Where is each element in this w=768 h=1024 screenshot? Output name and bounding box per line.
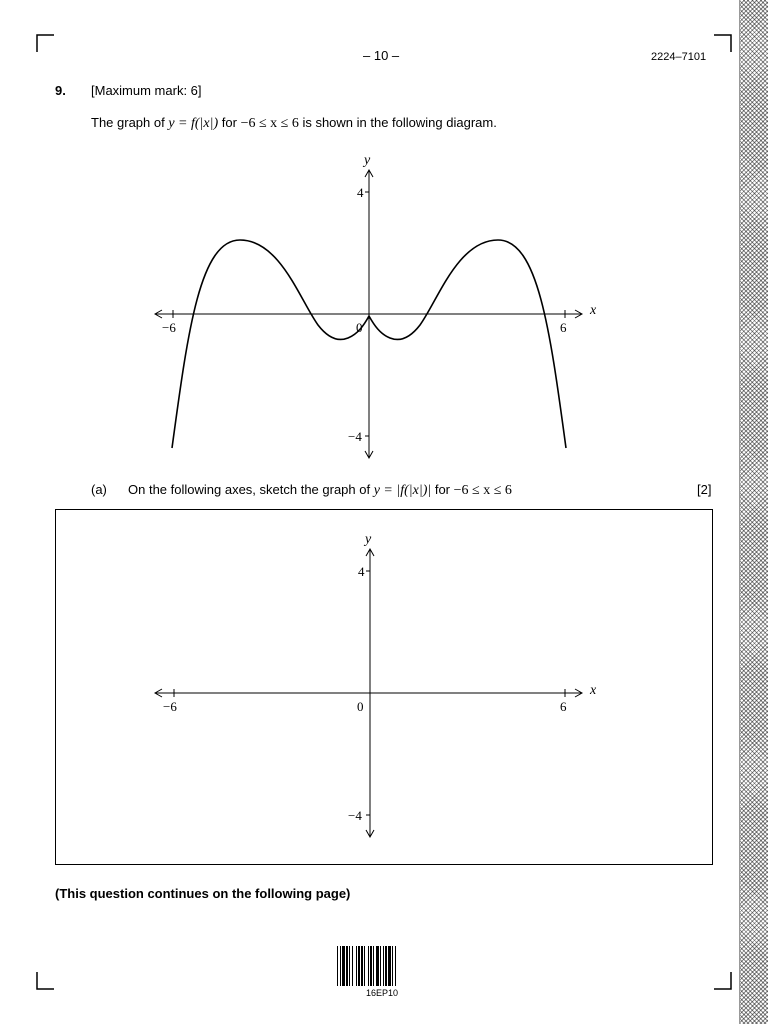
continues-note: (This question continues on the following page) [55, 886, 351, 901]
graph2-xneg-label: −6 [163, 699, 177, 714]
part-a-label: (a) [91, 482, 107, 497]
intro-suffix: is shown in the following diagram. [302, 115, 497, 130]
barcode-bar [385, 946, 387, 986]
barcode-text: 16EP10 [366, 988, 399, 998]
intro-function: y = f(|x|) [168, 116, 219, 131]
graph1-yneg-label: −4 [348, 429, 362, 444]
part-a-for: for [434, 482, 450, 497]
barcode-bar [364, 946, 365, 986]
barcode-bar [356, 946, 357, 986]
graph1-xpos-label: 6 [560, 320, 567, 335]
barcode-bar [346, 946, 348, 986]
part-a-prefix: On the following axes, sketch the graph of [128, 482, 371, 497]
question-intro: The graph of y = f(|x|) for −6 ≤ x ≤ 6 is shown in the following diagram. [91, 115, 497, 131]
question-number: 9. [55, 83, 66, 98]
barcode-bar [361, 946, 363, 986]
graph2-ypos-label: 4 [358, 564, 365, 579]
barcode-bar [368, 946, 369, 986]
page-number: – 10 – [363, 48, 400, 63]
paper-code: 2224–7101 [651, 51, 707, 63]
part-a-function: y = |f(|x|)| [373, 483, 432, 498]
barcode-bar [380, 946, 381, 986]
barcode-bar [383, 946, 384, 986]
intro-domain: −6 ≤ x ≤ 6 [240, 116, 299, 131]
barcode-bar [342, 946, 345, 986]
graph1-y-label: y [364, 153, 371, 168]
barcode-bar [392, 946, 393, 986]
graph2-x-label: x [590, 683, 597, 698]
graph1-x-label: x [590, 303, 597, 318]
barcode-bar [358, 946, 360, 986]
barcode-bar [388, 946, 391, 986]
barcode-bar [370, 946, 372, 986]
graph1-origin-label: 0 [356, 320, 363, 335]
barcode-bar [352, 946, 353, 986]
barcode [337, 946, 432, 986]
graph2-origin-label: 0 [357, 699, 364, 714]
intro-prefix: The graph of [91, 115, 165, 130]
graph1-ypos-label: 4 [357, 185, 364, 200]
graph1-xneg-label: −6 [162, 320, 176, 335]
barcode-bar [340, 946, 341, 986]
graph2-yneg-label: −4 [348, 808, 362, 823]
barcode-bar [376, 946, 379, 986]
barcode-bar [349, 946, 350, 986]
barcode-bar [395, 946, 396, 986]
part-a-domain: −6 ≤ x ≤ 6 [453, 483, 512, 498]
graph2-xpos-label: 6 [560, 699, 567, 714]
max-mark: [Maximum mark: 6] [91, 83, 202, 98]
barcode-bar [337, 946, 338, 986]
barcode-bar [373, 946, 374, 986]
graph2-y-label: y [365, 532, 372, 547]
part-a-marks: [2] [697, 482, 712, 497]
